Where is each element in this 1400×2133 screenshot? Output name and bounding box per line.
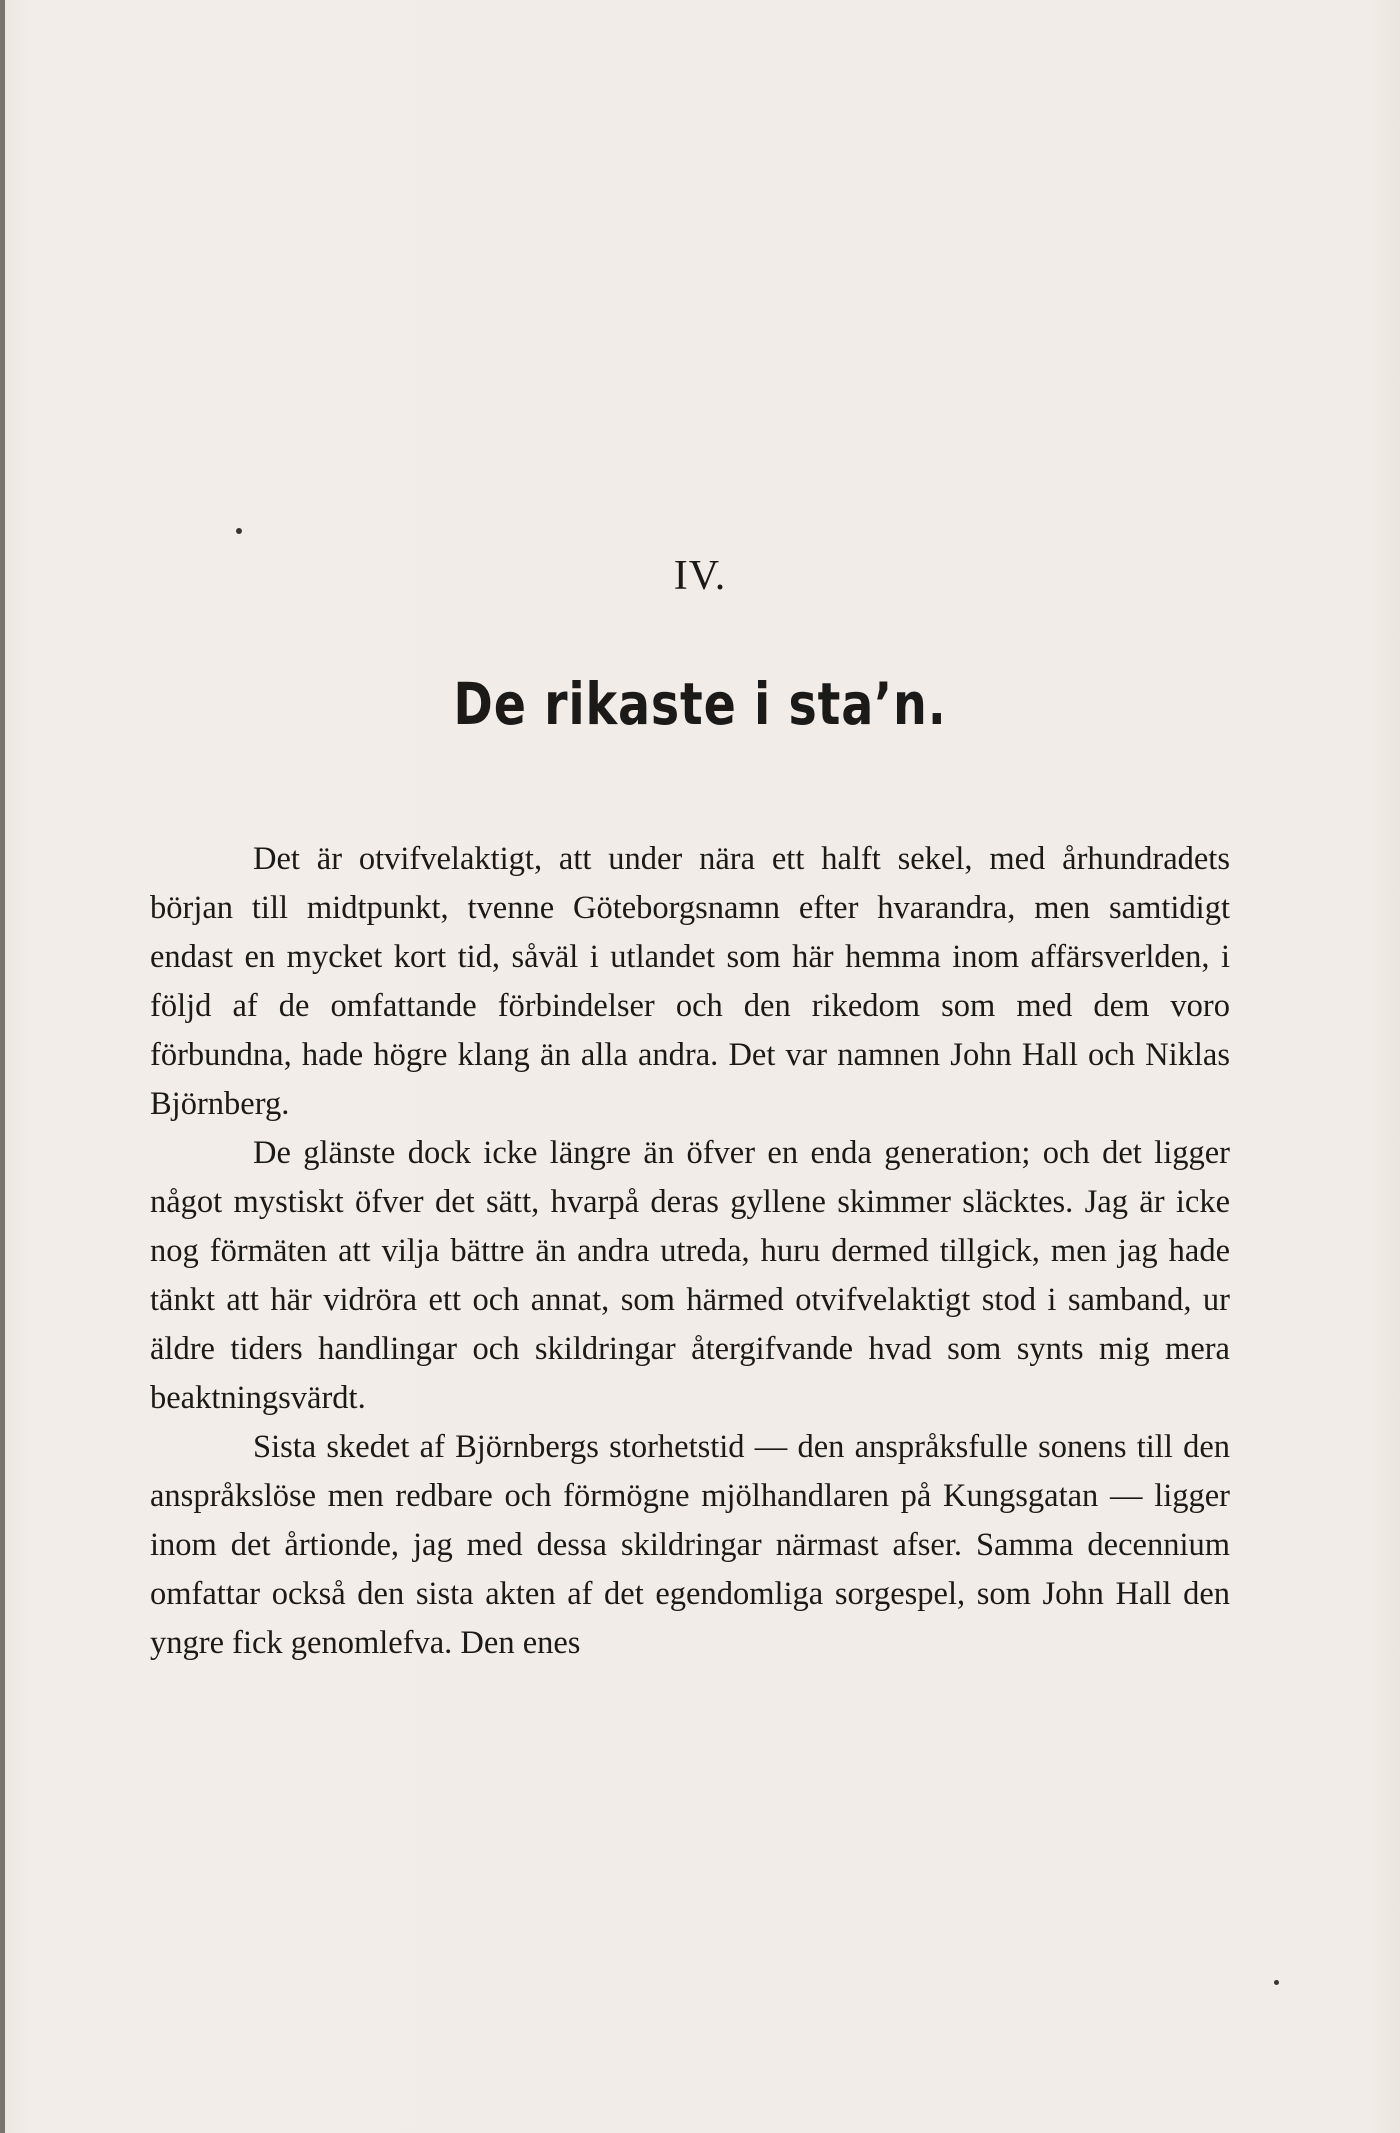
chapter-title: De rikaste i sta’n. (453, 670, 947, 738)
paragraph-1: Det är otvifvelaktigt, att under nära ett halft sekel, med århundradets början till midtpunkt, tvenne Göteborgsnamn efter hvarandra, men samtidigt endast en mycket kort tid, såväl i utlandet som här hemma inom affärsverlden, i följd af de omfattande förbindelser och den rikedom som med dem voro förbundna, hade högre klang än alla andra. Det var namnen John Hall och Niklas Björnberg. (150, 841, 1230, 1122)
ink-speck (236, 528, 242, 534)
paragraph-3: Sista skedet af Björnbergs storhetstid — den anspråksfulle sonens till den anspråkslöse men redbare och förmögne mjölhandlaren på Kungsgatan — ligger inom det årtionde, jag med dessa skildringar närmast afser. Samma decennium omfattar också den sista akten af det egendomliga sorgespel, som John Hall den yngre fick genomlefva. Den enes (150, 1429, 1230, 1661)
page-edge (0, 0, 5, 2133)
paragraph-2: De glänste dock icke längre än öfver en enda generation; och det ligger något mystiskt öfver det sätt, hvarpå deras gyllene skimmer släcktes. Jag är icke nog förmäten att vilja bättre än andra utreda, huru dermed tillgick, men jag hade tänkt att här vidröra ett och annat, som härmed otvifvelaktigt stod i samband, ur äldre tiders handlingar och skildringar återgifvande hvad som synts mig mera beaktningsvärdt. (150, 1135, 1230, 1416)
ink-speck (1274, 1980, 1279, 1985)
chapter-number: IV. (673, 553, 727, 599)
chapter-body (150, 835, 1230, 1668)
